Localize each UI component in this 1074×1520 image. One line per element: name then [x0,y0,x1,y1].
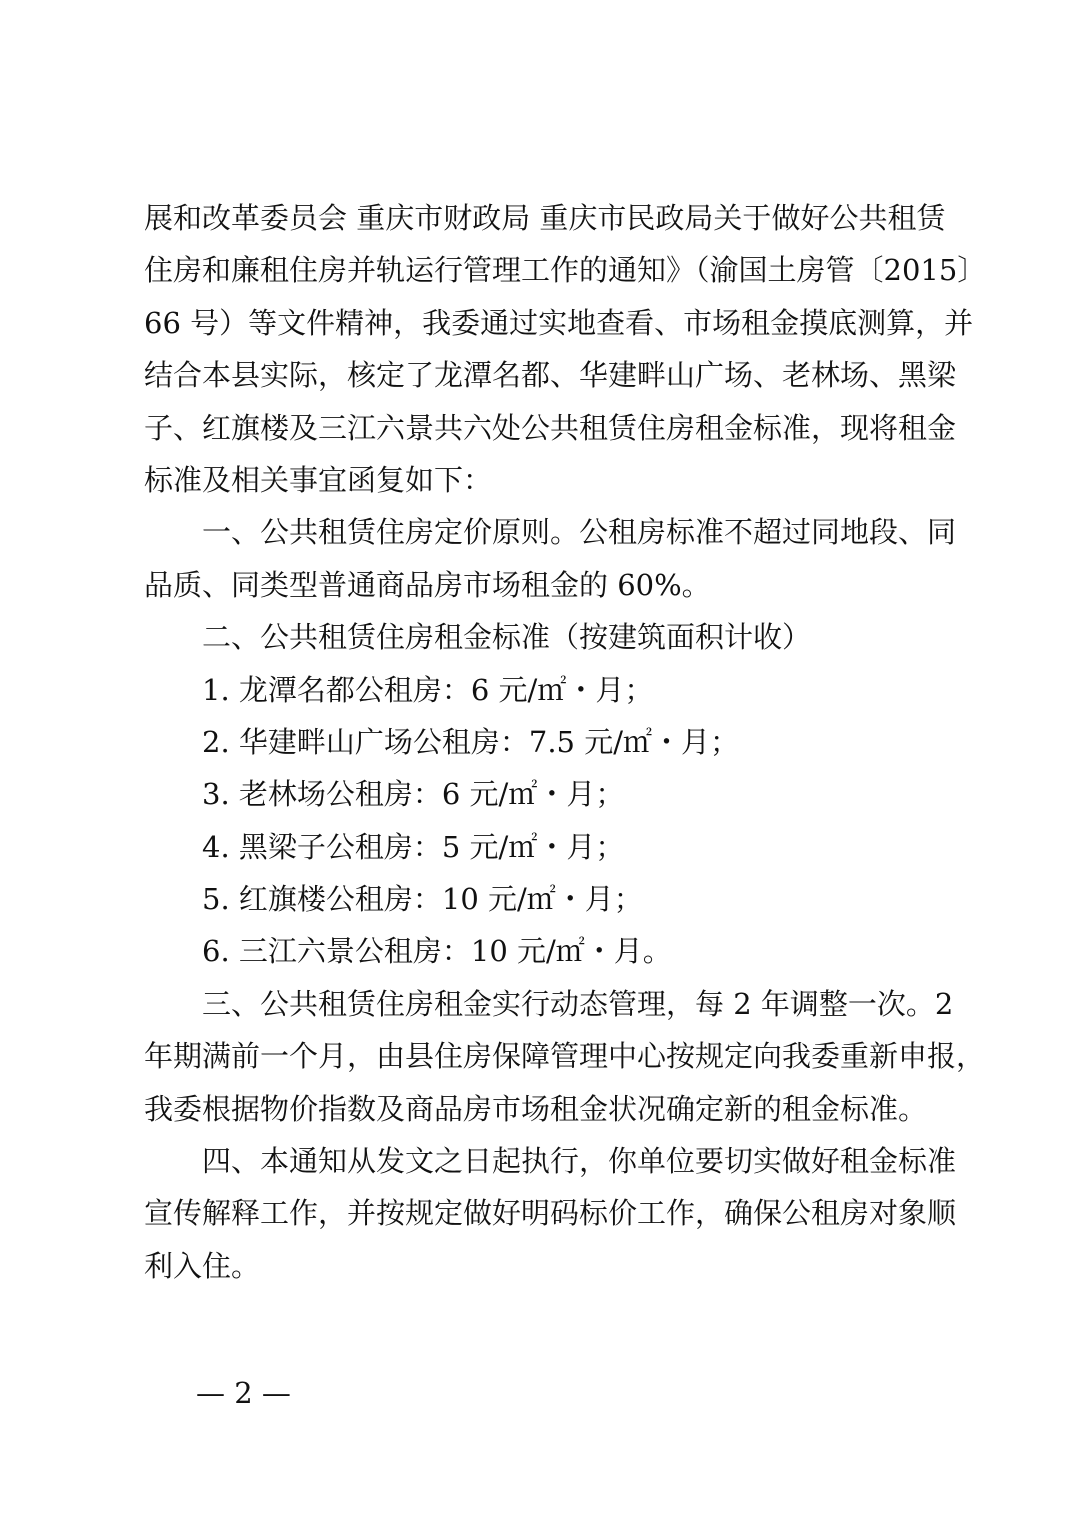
text-line-2: 住房和廉租住房并轨运行管理工作的通知》（渝国土房管〔2015〕 [144,253,987,288]
document-body [144,192,987,1292]
rent-item-4: 4. 黑梁子公租房：5 元/㎡・月； [202,829,625,864]
text-line-17: 年期满前一个月，由县住房保障管理中心按规定向我委重新申报， [144,1039,986,1074]
text-line-9: 二、公共租赁住房租金标准（按建筑面积计收） [202,620,812,655]
text-line-1: 展和改革委员会 重庆市财政局 重庆市民政局关于做好公共租赁 [144,201,946,235]
rent-item-1: 1. 龙潭名都公租房：6 元/㎡・月； [202,672,654,707]
text-line-16: 三、公共租赁住房租金实行动态管理，每 2 年调整一次。2 [202,986,954,1021]
text-line-4: 结合本县实际，核定了龙潭名都、华建畔山广场、老林场、黑梁 [144,358,957,393]
text-line-8: 品质、同类型普通商品房市场租金的 60%。 [144,567,711,602]
text-line-3: 66 号）等文件精神，我委通过实地查看、市场租金摸底测算，并 [144,305,974,340]
text-line-20: 宣传解释工作，并按规定做好明码标价工作，确保公租房对象顺 [144,1196,957,1231]
text-line-19: 四、本通知从发文之日起执行，你单位要切实做好租金标准 [202,1144,957,1179]
text-line-18: 我委根据物价指数及商品房市场租金状况确定新的租金标准。 [144,1091,928,1126]
rent-item-2: 2. 华建畔山广场公租房：7.5 元/㎡・月； [202,724,739,759]
text-line-5: 子、红旗楼及三江六景共六处公共租赁住房租金标准，现将租金 [144,410,957,445]
page-number: — 2 — [196,1376,291,1410]
rent-item-3: 3. 老林场公租房：6 元/㎡・月； [202,777,625,812]
text-line-7: 一、公共租赁住房定价原则。公租房标准不超过同地段、同 [202,515,957,550]
text-line-6: 标准及相关事宜函复如下： [144,462,493,497]
rent-item-5: 5. 红旗楼公租房：10 元/㎡・月； [202,882,643,917]
text-line-21: 利入住。 [144,1248,261,1283]
rent-item-6: 6. 三江六景公租房：10 元/㎡・月。 [202,934,672,969]
